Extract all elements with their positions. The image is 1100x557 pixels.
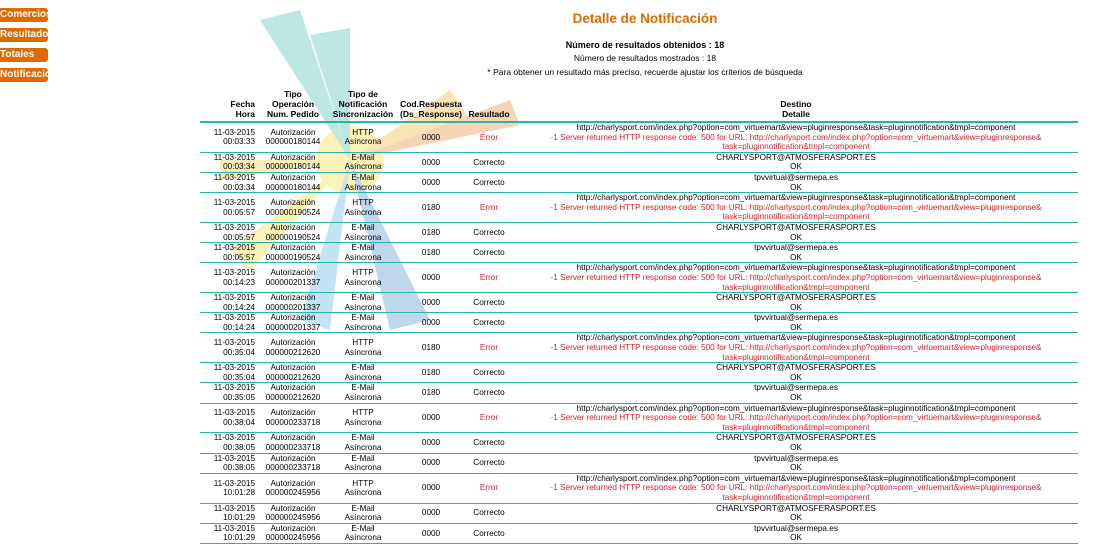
cell-fecha: 11-03-2015 00:38:04 bbox=[200, 403, 258, 433]
cell-operacion: Autorización 000000180144 bbox=[258, 122, 328, 152]
cell-fecha: 11-03-2015 00:03:34 bbox=[200, 152, 258, 172]
cell-destino bbox=[514, 523, 1078, 543]
detalle-text: OK bbox=[790, 182, 802, 192]
cell-destino bbox=[514, 453, 1078, 473]
detalle-text: -1 Server returned HTTP response code: 500 for URL: http://charlysport.com/index.php?option=com_virtuemart&view=pluginresponse& task=pluginnotification&tmpl=component bbox=[550, 132, 1042, 152]
cell-fecha: 11-03-2015 00:03:33 bbox=[200, 122, 258, 152]
cell-fecha: 11-03-2015 00:05:57 bbox=[200, 193, 258, 223]
destino-text: CHARLYSPORT@ATMOSFERASPORT.ES bbox=[716, 293, 876, 303]
detalle-text: OK bbox=[790, 372, 802, 382]
cell-notificacion: HTTP Asíncrona bbox=[328, 403, 398, 433]
notification-table bbox=[200, 89, 1078, 544]
destino-text: tpvvirtual@sermepa.es bbox=[754, 383, 838, 393]
destino-text: CHARLYSPORT@ATMOSFERASPORT.ES bbox=[716, 152, 876, 162]
cell-codigo: 0000 bbox=[398, 122, 464, 152]
cell-fecha: 11-03-2015 00:05:57 bbox=[200, 243, 258, 263]
cell-fecha: 11-03-2015 10:01:28 bbox=[200, 473, 258, 503]
table-row[interactable] bbox=[200, 313, 1078, 333]
cell-notificacion: E-Mail Asíncrona bbox=[328, 313, 398, 333]
detalle-text: -1 Server returned HTTP response code: 500 for URL: http://charlysport.com/index.php?option=com_virtuemart&view=pluginresponse& task=pluginnotification&tmpl=component bbox=[550, 272, 1042, 292]
detalle-text: -1 Server returned HTTP response code: 500 for URL: http://charlysport.com/index.php?option=com_virtuemart&view=pluginresponse& task=pluginnotification&tmpl=component bbox=[550, 483, 1042, 502]
sidebar-item-resultados[interactable]: Resultados bbox=[0, 29, 54, 40]
table-row[interactable] bbox=[200, 122, 1078, 152]
cell-operacion: Autorización 000000190524 bbox=[258, 222, 328, 242]
detalle-text: OK bbox=[790, 232, 802, 242]
cell-resultado: Error bbox=[464, 333, 514, 363]
cell-resultado: Correcto bbox=[464, 363, 514, 383]
cell-fecha: 11-03-2015 10:01:29 bbox=[200, 523, 258, 543]
detalle-text: OK bbox=[790, 252, 802, 262]
cell-resultado: Correcto bbox=[464, 503, 514, 523]
detalle-text: OK bbox=[790, 533, 802, 543]
cell-fecha: 11-03-2015 00:05:57 bbox=[200, 222, 258, 242]
cell-operacion: Autorización 000000212620 bbox=[258, 383, 328, 403]
cell-resultado: Correcto bbox=[464, 152, 514, 172]
detalle-text: OK bbox=[790, 162, 802, 172]
col-cod-respuesta: Cod.Respuesta (Ds_Response) bbox=[398, 89, 464, 122]
col-resultado: Resultado bbox=[464, 89, 514, 122]
cell-codigo: 0000 bbox=[398, 293, 464, 313]
cell-notificacion: E-Mail Asíncrona bbox=[328, 152, 398, 172]
search-hint: * Para obtener un resultado más preciso, recuerde ajustar los criterios de búsqueda bbox=[487, 67, 803, 77]
cell-fecha: 11-03-2015 00:38:05 bbox=[200, 433, 258, 453]
cell-codigo: 0180 bbox=[398, 363, 464, 383]
results-shown: Número de resultados mostrados : 18 bbox=[573, 53, 717, 63]
cell-fecha: 11-03-2015 00:38:05 bbox=[200, 453, 258, 473]
cell-resultado: Correcto bbox=[464, 433, 514, 453]
destino-text: CHARLYSPORT@ATMOSFERASPORT.ES bbox=[716, 503, 876, 513]
cell-destino bbox=[514, 433, 1078, 453]
detalle-text: OK bbox=[790, 322, 802, 332]
cell-notificacion: E-Mail Asíncrona bbox=[328, 433, 398, 453]
cell-resultado: Error bbox=[464, 263, 514, 293]
cell-notificacion: HTTP Asíncrona bbox=[328, 122, 398, 152]
table-row[interactable] bbox=[200, 403, 1078, 433]
table-row[interactable] bbox=[200, 433, 1078, 453]
cell-destino bbox=[514, 333, 1078, 363]
cell-notificacion: HTTP Asíncrona bbox=[328, 333, 398, 363]
cell-notificacion: E-Mail Asíncrona bbox=[328, 222, 398, 242]
cell-operacion: Autorización 000000245956 bbox=[258, 523, 328, 543]
cell-notificacion: E-Mail Asíncrona bbox=[328, 523, 398, 543]
cell-destino bbox=[514, 363, 1078, 383]
cell-resultado: Correcto bbox=[464, 523, 514, 543]
table-row[interactable] bbox=[200, 383, 1078, 403]
cell-codigo: 0000 bbox=[398, 433, 464, 453]
cell-notificacion: E-Mail Asíncrona bbox=[328, 453, 398, 473]
cell-destino bbox=[514, 503, 1078, 523]
cell-operacion: Autorización 000000212620 bbox=[258, 363, 328, 383]
cell-codigo: 0000 bbox=[398, 403, 464, 433]
cell-codigo: 0180 bbox=[398, 383, 464, 403]
cell-fecha: 11-03-2015 00:35:04 bbox=[200, 363, 258, 383]
cell-operacion: Autorización 000000212620 bbox=[258, 333, 328, 363]
cell-fecha: 11-03-2015 00:14:24 bbox=[200, 313, 258, 333]
destino-text: tpvvirtual@sermepa.es bbox=[754, 453, 838, 463]
cell-operacion: Autorización 000000201337 bbox=[258, 263, 328, 293]
cell-operacion: Autorización 000000245956 bbox=[258, 473, 328, 503]
table-row[interactable] bbox=[200, 152, 1078, 172]
table-row[interactable] bbox=[200, 453, 1078, 473]
table-row[interactable] bbox=[200, 172, 1078, 192]
cell-notificacion: E-Mail Asíncrona bbox=[328, 172, 398, 192]
cell-operacion: Autorización 000000233718 bbox=[258, 433, 328, 453]
cell-codigo: 0000 bbox=[398, 453, 464, 473]
cell-notificacion: E-Mail Asíncrona bbox=[328, 363, 398, 383]
cell-operacion: Autorización 000000180144 bbox=[258, 172, 328, 192]
cell-operacion: Autorización 000000233718 bbox=[258, 403, 328, 433]
cell-operacion: Autorización 000000190524 bbox=[258, 193, 328, 223]
cell-resultado: Correcto bbox=[464, 313, 514, 333]
cell-resultado: Correcto bbox=[464, 293, 514, 313]
destino-text: tpvvirtual@sermepa.es bbox=[754, 523, 838, 533]
table-row[interactable] bbox=[200, 523, 1078, 543]
cell-operacion: Autorización 000000190524 bbox=[258, 243, 328, 263]
table-row[interactable] bbox=[200, 473, 1078, 503]
cell-destino bbox=[514, 193, 1078, 223]
sidebar-item-comercios[interactable]: Comercios bbox=[0, 9, 52, 20]
destino-text: CHARLYSPORT@ATMOSFERASPORT.ES bbox=[716, 222, 876, 232]
cell-resultado: Error bbox=[464, 473, 514, 503]
destino-text: tpvvirtual@sermepa.es bbox=[754, 313, 838, 323]
col-fecha: Fecha Hora bbox=[200, 89, 258, 122]
cell-operacion: Autorización 000000201337 bbox=[258, 293, 328, 313]
cell-resultado: Correcto bbox=[464, 383, 514, 403]
table-row[interactable] bbox=[200, 363, 1078, 383]
detalle-text: -1 Server returned HTTP response code: 500 for URL: http://charlysport.com/index.php?option=com_virtuemart&view=pluginresponse& task=pluginnotification&tmpl=component bbox=[550, 413, 1042, 432]
table-row[interactable] bbox=[200, 503, 1078, 523]
cell-notificacion: HTTP Asíncrona bbox=[328, 263, 398, 293]
destino-text: http://charlysport.com/index.php?option=com_virtuemart&view=pluginresponse&task=pluginnotification&tmpl=component bbox=[576, 193, 1016, 203]
cell-fecha: 11-03-2015 10:01:29 bbox=[200, 503, 258, 523]
cell-codigo: 0000 bbox=[398, 172, 464, 192]
cell-fecha: 11-03-2015 00:35:05 bbox=[200, 383, 258, 403]
destino-text: http://charlysport.com/index.php?option=com_virtuemart&view=pluginresponse&task=pluginnotification&tmpl=component bbox=[576, 263, 1016, 273]
destino-text: http://charlysport.com/index.php?option=com_virtuemart&view=pluginresponse&task=pluginnotification&tmpl=component bbox=[576, 403, 1016, 413]
cell-destino bbox=[514, 152, 1078, 172]
cell-codigo: 0180 bbox=[398, 333, 464, 363]
table-row[interactable] bbox=[200, 222, 1078, 242]
cell-destino bbox=[514, 222, 1078, 242]
cell-notificacion: HTTP Asíncrona bbox=[328, 193, 398, 223]
sidebar-item-totales[interactable]: Totales bbox=[0, 48, 48, 62]
destino-text: tpvvirtual@sermepa.es bbox=[754, 243, 838, 253]
cell-destino bbox=[514, 243, 1078, 263]
results-obtained: Número de resultados obtenidos : 18 bbox=[565, 40, 725, 50]
cell-notificacion: E-Mail Asíncrona bbox=[328, 243, 398, 263]
cell-resultado: Error bbox=[464, 122, 514, 152]
col-tipo-operacion: Tipo Operación Num. Pedido bbox=[258, 89, 328, 122]
cell-resultado: Error bbox=[464, 403, 514, 433]
detalle-text: -1 Server returned HTTP response code: 500 for URL: http://charlysport.com/index.php?option=com_virtuemart&view=pluginresponse& task=pluginnotification&tmpl=component bbox=[550, 343, 1042, 362]
cell-fecha: 11-03-2015 00:35:04 bbox=[200, 333, 258, 363]
cell-codigo: 0180 bbox=[398, 243, 464, 263]
detalle-text: OK bbox=[790, 393, 802, 403]
cell-codigo: 0180 bbox=[398, 222, 464, 242]
destino-text: CHARLYSPORT@ATMOSFERASPORT.ES bbox=[716, 433, 876, 443]
table-row[interactable] bbox=[200, 243, 1078, 263]
cell-codigo: 0000 bbox=[398, 473, 464, 503]
cell-notificacion: E-Mail Asíncrona bbox=[328, 293, 398, 313]
cell-operacion: Autorización 000000245956 bbox=[258, 503, 328, 523]
col-destino: Destino Detalle bbox=[514, 89, 1078, 122]
cell-codigo: 0000 bbox=[398, 523, 464, 543]
destino-text: http://charlysport.com/index.php?option=com_virtuemart&view=pluginresponse&task=pluginnotification&tmpl=component bbox=[576, 473, 1016, 483]
cell-fecha: 11-03-2015 00:14:23 bbox=[200, 263, 258, 293]
table-row[interactable] bbox=[200, 293, 1078, 313]
cell-resultado: Error bbox=[464, 193, 514, 223]
detalle-text: -1 Server returned HTTP response code: 500 for URL: http://charlysport.com/index.php?option=com_virtuemart&view=pluginresponse& task=pluginnotification&tmpl=component bbox=[550, 202, 1042, 222]
cell-fecha: 11-03-2015 00:14:24 bbox=[200, 293, 258, 313]
cell-codigo: 0180 bbox=[398, 193, 464, 223]
cell-destino bbox=[514, 383, 1078, 403]
table-row[interactable] bbox=[200, 263, 1078, 293]
cell-operacion: Autorización 000000201337 bbox=[258, 313, 328, 333]
cell-destino bbox=[514, 293, 1078, 313]
cell-operacion: Autorización 000000233718 bbox=[258, 453, 328, 473]
sidebar bbox=[0, 8, 58, 88]
cell-codigo: 0000 bbox=[398, 152, 464, 172]
page-title: Detalle de Notificación bbox=[572, 11, 718, 26]
cell-codigo: 0000 bbox=[398, 503, 464, 523]
destino-text: http://charlysport.com/index.php?option=com_virtuemart&view=pluginresponse&task=pluginnotification&tmpl=component bbox=[576, 333, 1016, 343]
cell-codigo: 0000 bbox=[398, 313, 464, 333]
detalle-text: OK bbox=[790, 513, 802, 523]
detalle-text: OK bbox=[790, 463, 802, 473]
destino-text: CHARLYSPORT@ATMOSFERASPORT.ES bbox=[716, 363, 876, 373]
sidebar-item-notificacion[interactable]: Notificación bbox=[0, 69, 58, 80]
cell-resultado: Correcto bbox=[464, 222, 514, 242]
cell-destino bbox=[514, 403, 1078, 433]
destino-text: http://charlysport.com/index.php?option=com_virtuemart&view=pluginresponse&task=pluginnotification&tmpl=component bbox=[576, 123, 1016, 132]
cell-destino bbox=[514, 263, 1078, 293]
cell-notificacion: E-Mail Asíncrona bbox=[328, 503, 398, 523]
cell-codigo: 0000 bbox=[398, 263, 464, 293]
cell-destino bbox=[514, 473, 1078, 503]
table-row[interactable] bbox=[200, 333, 1078, 363]
cell-destino bbox=[514, 122, 1078, 152]
cell-fecha: 11-03-2015 00:03:34 bbox=[200, 172, 258, 192]
cell-notificacion: E-Mail Asíncrona bbox=[328, 383, 398, 403]
cell-destino bbox=[514, 172, 1078, 192]
col-tipo-notificacion: Tipo de Notificación Sincronización bbox=[328, 89, 398, 122]
table-header-row bbox=[200, 89, 1078, 122]
destino-text: tpvvirtual@sermepa.es bbox=[754, 172, 838, 182]
cell-notificacion: HTTP Asíncrona bbox=[328, 473, 398, 503]
detalle-text: OK bbox=[790, 302, 802, 312]
cell-resultado: Correcto bbox=[464, 172, 514, 192]
cell-resultado: Correcto bbox=[464, 453, 514, 473]
table-row[interactable] bbox=[200, 193, 1078, 223]
cell-destino bbox=[514, 313, 1078, 333]
cell-resultado: Correcto bbox=[464, 243, 514, 263]
detalle-text: OK bbox=[790, 443, 802, 452]
cell-operacion: Autorización 000000180144 bbox=[258, 152, 328, 172]
